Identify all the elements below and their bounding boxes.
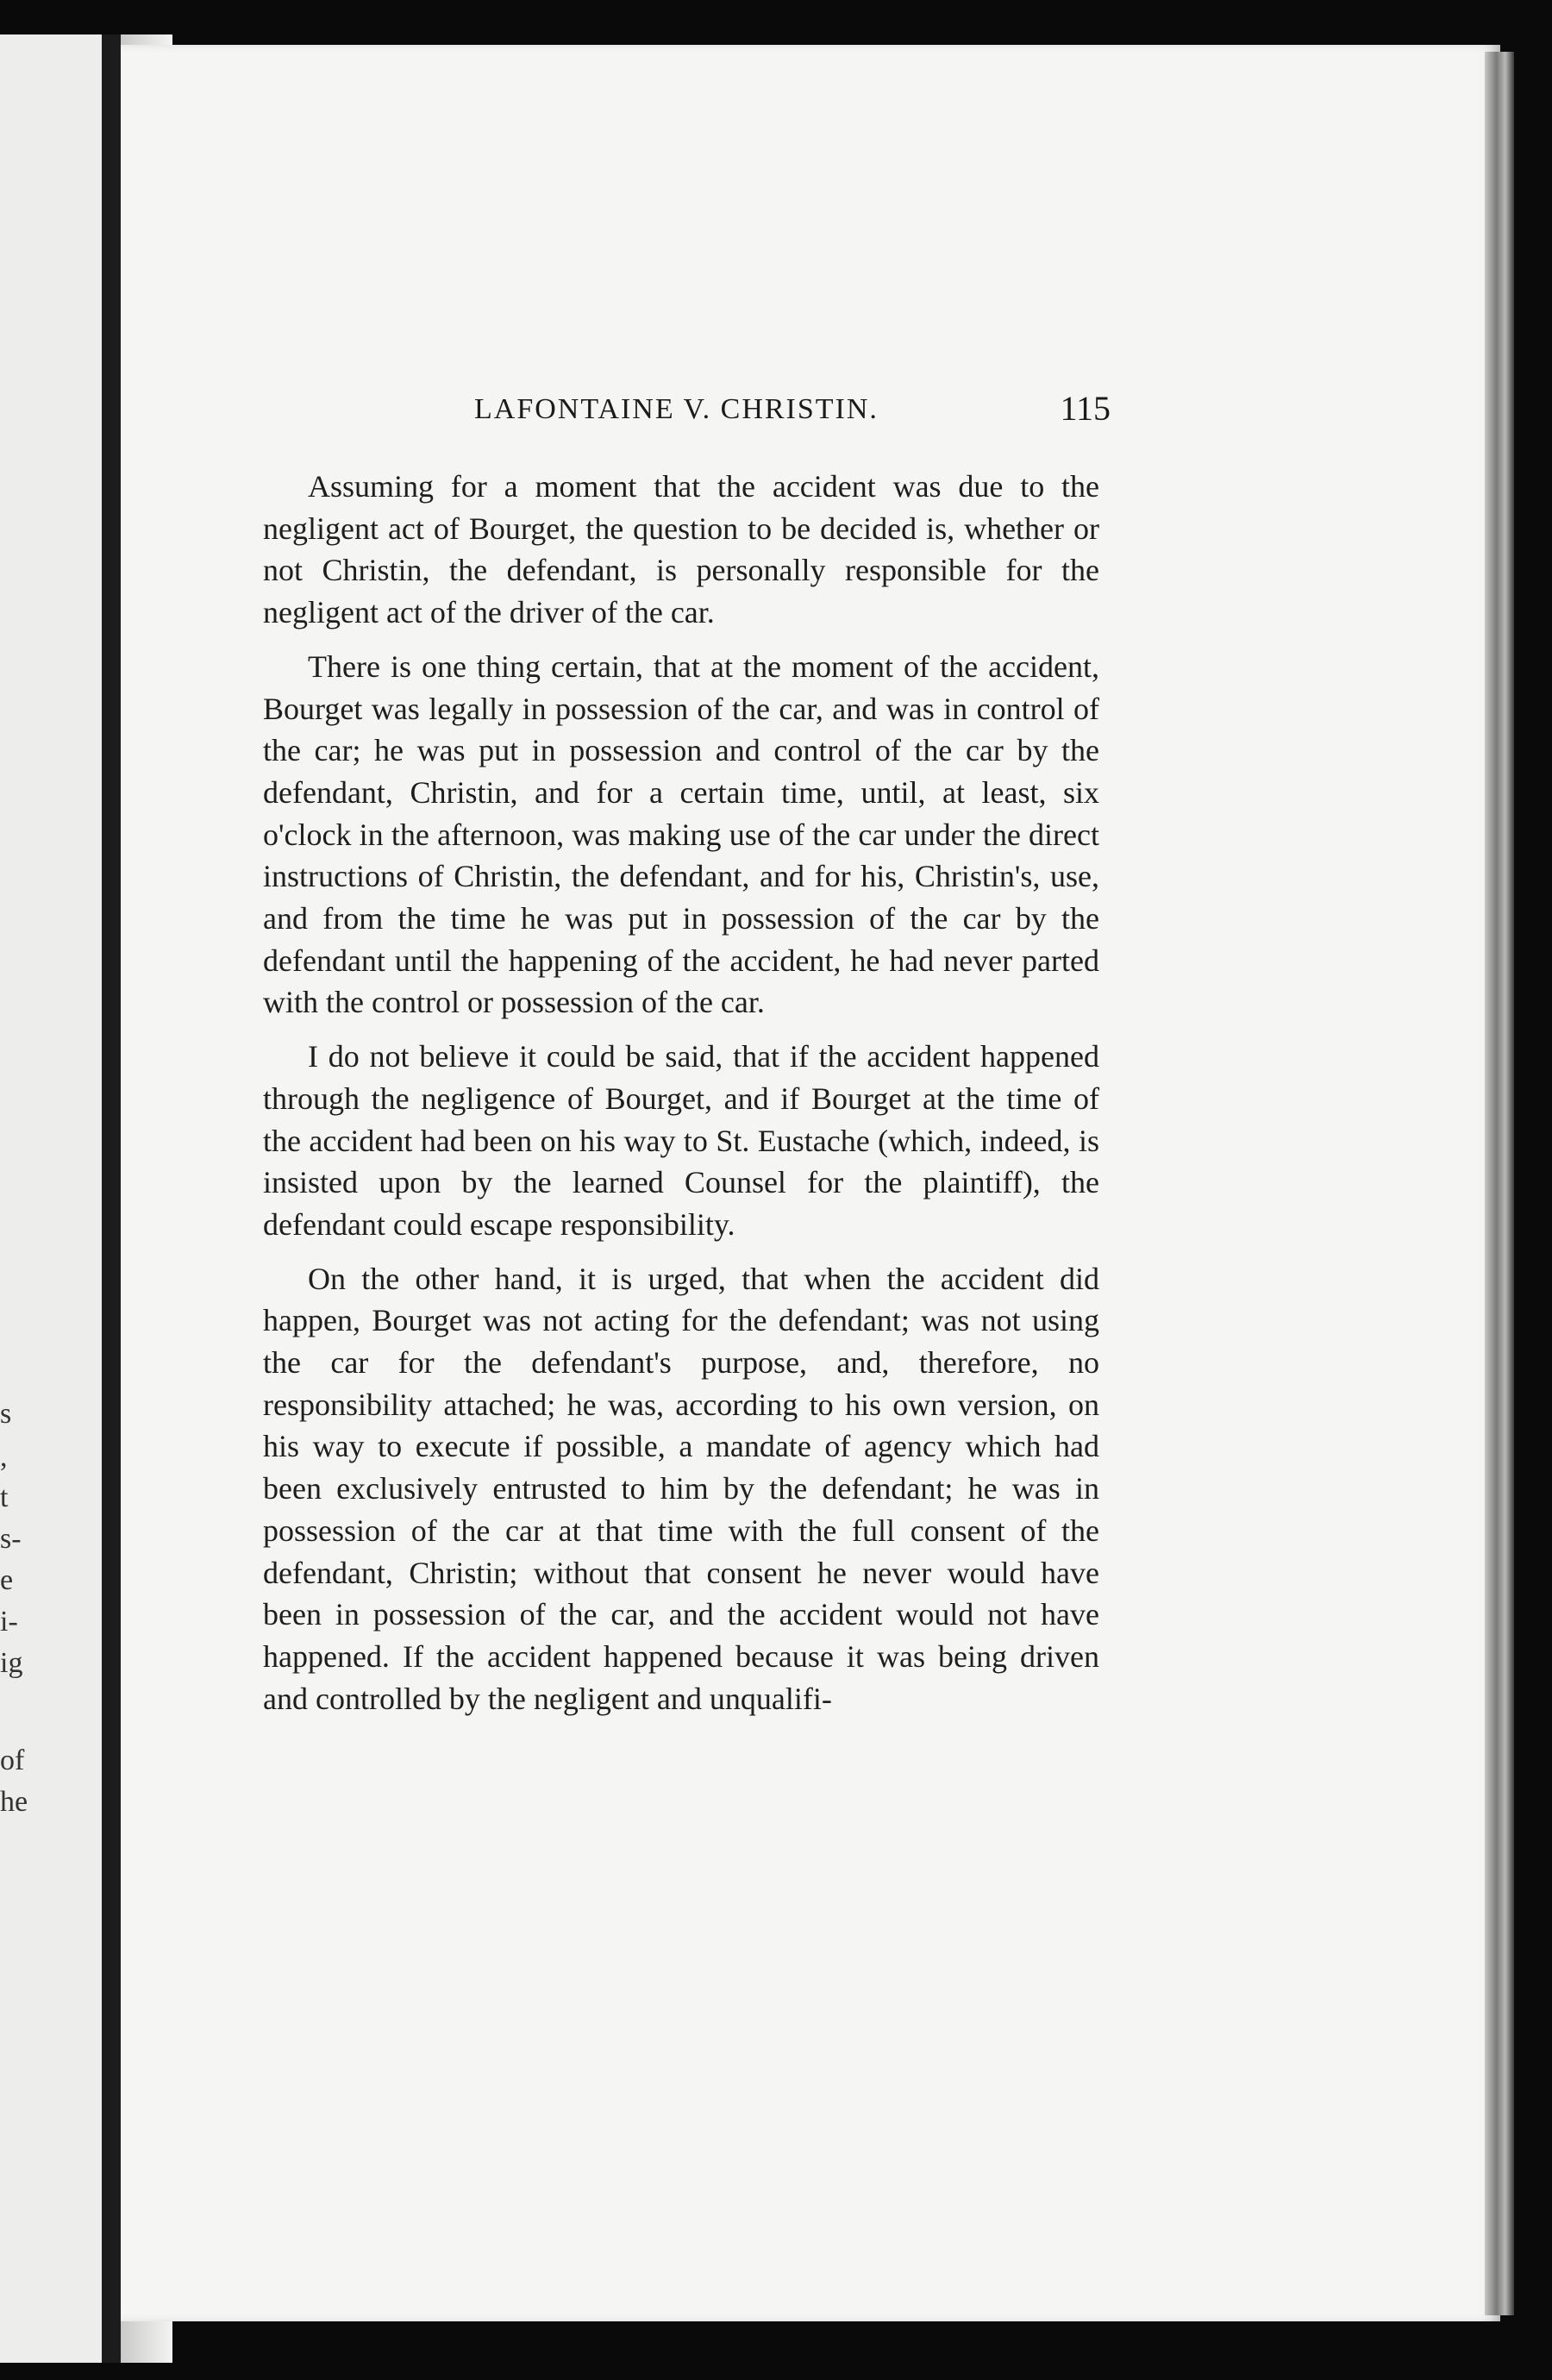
left-page-fragment: ig: [0, 1647, 23, 1679]
page-header: [362, 388, 1121, 440]
left-page-fragment: t: [0, 1481, 9, 1513]
paragraph: On the other hand, it is urged, that when the accident did happen, Bourget was not acting for the defendant; was not using the car for the defendant's purpose, and, therefore, no responsibility attached; he was, according to his own version, on his way to execute if possible, a mandate of agency which had been exclusively entrusted to him by the defendant; he was in possession of the car at that time with the full consent of the defendant, Christin; without that consent he never would have been in possession of the car, and the accident would not have happened. If the accident happened because it was being driven and controlled by the negligent and unqualifi-: [263, 1261, 1099, 1716]
left-page-fragment: i-: [0, 1606, 18, 1638]
paragraph: I do not believe it could be said, that if the accident happened through the negligence of Bourget, and if Bourget at the time of the accident had been on his way to St. Eustache (which, indeed, is insisted upon by the learned Counsel for the plaintiff), the defendant could escape responsibility.: [263, 1039, 1099, 1242]
page-number: 115: [1060, 389, 1111, 428]
paragraph: There is one thing certain, that at the moment of the accident, Bourget was legally in possession of the car, and was in control of the car; he was put in possession and control of the car by the defendant, Christin, and for a certain time, until, at least, six o'clock in the afternoon, was making use of the car under the direct instructions of Christin, the defendant, and for his, Christin's, use, and from the time he was put in possession of the car by the defendant until the happening of the accident, he had never parted with the control or possession of the car.: [263, 648, 1099, 1020]
left-page-fragment: s-: [0, 1523, 22, 1555]
page-edge-stack: [1485, 52, 1514, 2315]
left-page-fragment: e: [0, 1564, 14, 1596]
left-page-fragment: s: [0, 1398, 12, 1430]
paragraph: Assuming for a moment that the accident was due to the negligent act of Bourget, the question to be decided is, whether or not Christin, the defendant, is personally responsible for the negligent act of the driver of the car.: [263, 469, 1099, 630]
left-page-margin: [0, 34, 102, 2363]
body-text: [263, 466, 1099, 1732]
book-gutter: [102, 34, 121, 2363]
left-page-fragment: ,: [0, 1441, 8, 1473]
running-title: LAFONTAINE V. CHRISTIN.: [474, 393, 879, 425]
left-page-fragment: he: [0, 1786, 28, 1818]
left-page-fragment: of: [0, 1744, 25, 1776]
